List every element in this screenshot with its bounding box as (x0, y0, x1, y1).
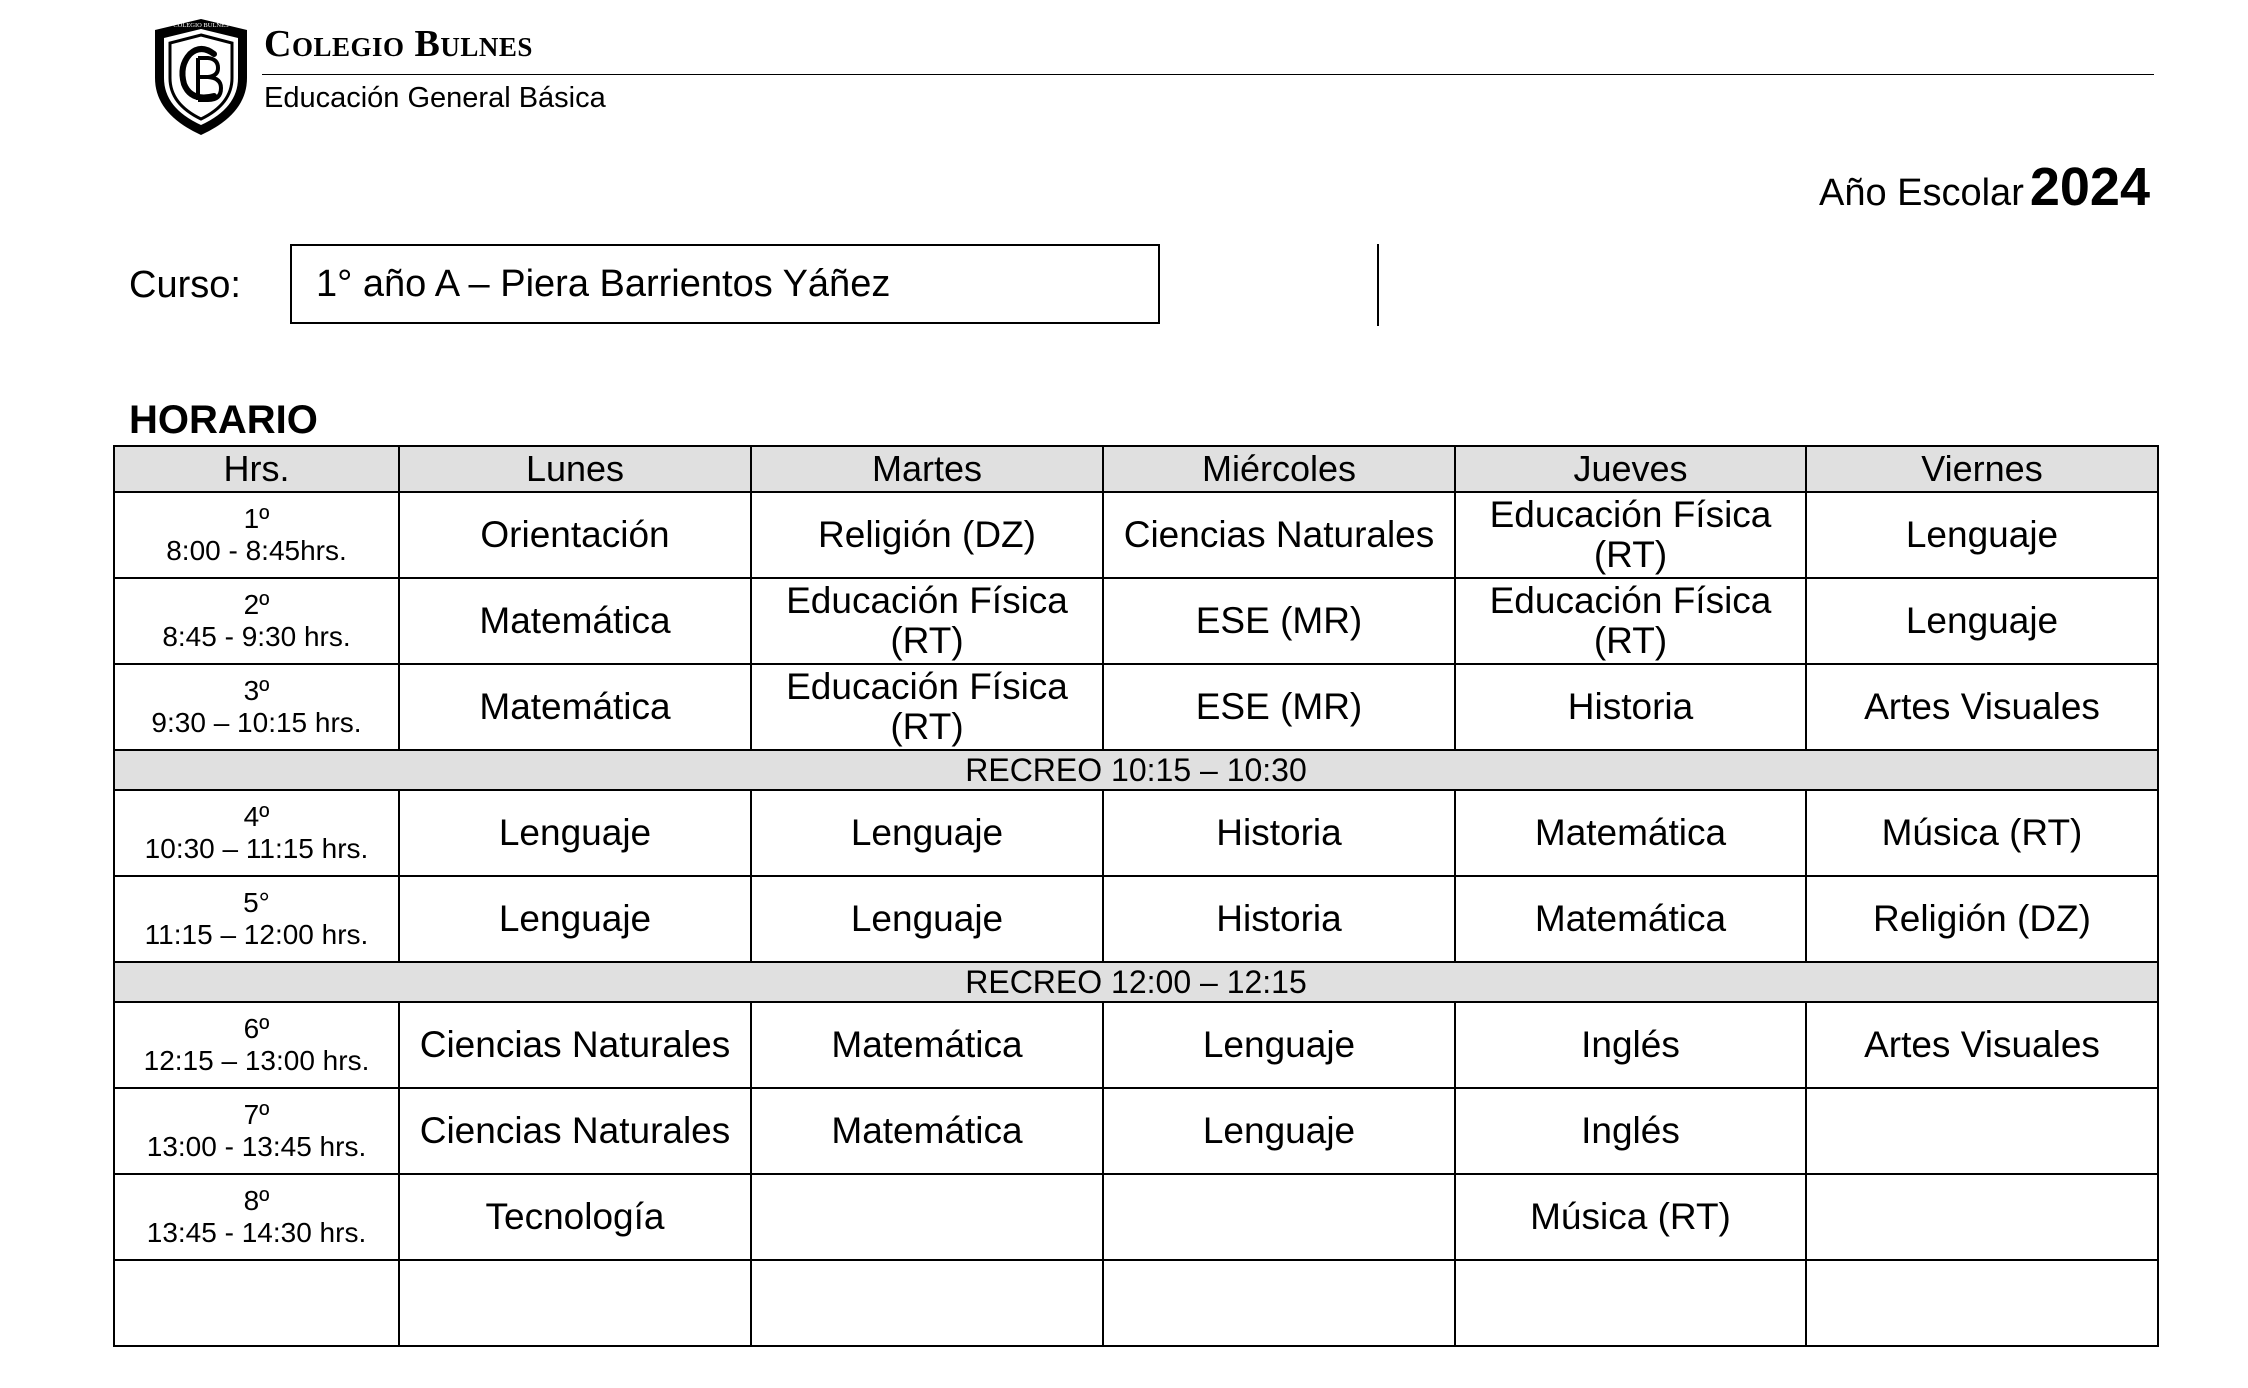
subject-cell: Religión (DZ) (1806, 876, 2158, 962)
period-number: 1º (243, 503, 270, 534)
period-time-cell (114, 876, 399, 962)
school-name: Colegio Bulnes (264, 23, 533, 65)
period-number: 5° (243, 887, 270, 918)
period-time: 8:45 - 9:30 hrs. (162, 621, 351, 652)
period-time-cell (114, 492, 399, 578)
column-header: Viernes (1806, 446, 2158, 492)
subject-cell: Lenguaje (399, 876, 751, 962)
year-value: 2024 (2029, 157, 2150, 217)
header-rule (262, 74, 2154, 75)
period-time-cell (114, 1088, 399, 1174)
period-time: 12:15 – 13:00 hrs. (143, 1045, 370, 1076)
curso-label: Curso: (129, 264, 241, 306)
subject-cell: ESE (MR) (1103, 664, 1455, 750)
period-time-cell (114, 790, 399, 876)
subject-cell: Matemática (751, 1088, 1103, 1174)
recess-row (114, 750, 2158, 790)
subject-cell (1806, 1174, 2158, 1260)
subject-cell: Religión (DZ) (751, 492, 1103, 578)
subject-cell: Matemática (399, 664, 751, 750)
empty-cell (114, 1260, 399, 1346)
subject-cell: Historia (1103, 790, 1455, 876)
subject-cell (751, 1174, 1103, 1260)
subject-cell: Música (RT) (1455, 1174, 1806, 1260)
subject-cell: Matemática (751, 1002, 1103, 1088)
recess-row (114, 962, 2158, 1002)
subject-cell: Educación Física (RT) (1455, 578, 1806, 664)
class-period-row (114, 492, 2158, 578)
subject-cell: Educación Física (RT) (1455, 492, 1806, 578)
schedule-header-row (114, 446, 2158, 492)
empty-cell (751, 1260, 1103, 1346)
period-number: 6º (243, 1013, 270, 1044)
year-label: Año Escolar (1818, 172, 2024, 214)
class-period-row (114, 1002, 2158, 1088)
subject-cell (1806, 1088, 2158, 1174)
period-time-cell (114, 1002, 399, 1088)
period-time: 13:45 - 14:30 hrs. (146, 1217, 367, 1248)
column-header: Miércoles (1103, 446, 1455, 492)
subject-cell: ESE (MR) (1103, 578, 1455, 664)
subject-cell: Lenguaje (1806, 492, 2158, 578)
subject-cell: Artes Visuales (1806, 1002, 2158, 1088)
school-year (1819, 156, 2150, 218)
school-subtitle: Educación General Básica (264, 82, 606, 114)
class-period-row (114, 578, 2158, 664)
subject-cell: Ciencias Naturales (399, 1002, 751, 1088)
subject-cell: Lenguaje (751, 790, 1103, 876)
subject-cell: Artes Visuales (1806, 664, 2158, 750)
column-header: Lunes (399, 446, 751, 492)
column-header: Martes (751, 446, 1103, 492)
class-period-row (114, 1088, 2158, 1174)
subject-cell: Historia (1103, 876, 1455, 962)
period-time: 8:00 - 8:45hrs. (166, 535, 347, 566)
class-period-row (114, 1174, 2158, 1260)
recess-label: RECREO 10:15 – 10:30 (114, 750, 2158, 790)
subject-cell (1103, 1174, 1455, 1260)
subject-cell: Lenguaje (1103, 1088, 1455, 1174)
subject-cell: Educación Física (RT) (751, 664, 1103, 750)
subject-cell: Educación Física (RT) (751, 578, 1103, 664)
period-number: 4º (243, 801, 270, 832)
class-period-row (114, 790, 2158, 876)
subject-cell: Lenguaje (1103, 1002, 1455, 1088)
empty-cell (1103, 1260, 1455, 1346)
period-time-cell (114, 1174, 399, 1260)
subject-cell: Matemática (1455, 790, 1806, 876)
period-time: 10:30 – 11:15 hrs. (144, 833, 369, 864)
empty-row (114, 1260, 2158, 1346)
period-time-cell (114, 578, 399, 664)
subject-cell: Matemática (1455, 876, 1806, 962)
subject-cell: Lenguaje (399, 790, 751, 876)
period-time-cell (114, 664, 399, 750)
school-crest-logo (150, 16, 252, 138)
svg-text:COLEGIO BULNES: COLEGIO BULNES (173, 22, 229, 29)
curso-value-box: 1° año A – Piera Barrientos Yáñez (290, 244, 1160, 324)
period-time: 13:00 - 13:45 hrs. (146, 1131, 367, 1162)
vertical-divider (1377, 244, 1379, 326)
subject-cell: Historia (1455, 664, 1806, 750)
period-number: 3º (243, 675, 270, 706)
subject-cell: Tecnología (399, 1174, 751, 1260)
period-time: 9:30 – 10:15 hrs. (151, 707, 362, 738)
schedule-table (113, 445, 2159, 1347)
period-number: 8º (243, 1185, 270, 1216)
subject-cell: Lenguaje (751, 876, 1103, 962)
subject-cell: Inglés (1455, 1002, 1806, 1088)
empty-cell (1806, 1260, 2158, 1346)
subject-cell: Matemática (399, 578, 751, 664)
subject-cell: Música (RT) (1806, 790, 2158, 876)
class-period-row (114, 876, 2158, 962)
subject-cell: Lenguaje (1806, 578, 2158, 664)
subject-cell: Orientación (399, 492, 751, 578)
horario-title: HORARIO (129, 398, 318, 442)
empty-cell (1455, 1260, 1806, 1346)
recess-label: RECREO 12:00 – 12:15 (114, 962, 2158, 1002)
period-number: 7º (243, 1099, 270, 1130)
empty-cell (399, 1260, 751, 1346)
class-period-row (114, 664, 2158, 750)
column-header: Jueves (1455, 446, 1806, 492)
subject-cell: Ciencias Naturales (399, 1088, 751, 1174)
subject-cell: Ciencias Naturales (1103, 492, 1455, 578)
period-number: 2º (243, 589, 270, 620)
column-header: Hrs. (114, 446, 399, 492)
subject-cell: Inglés (1455, 1088, 1806, 1174)
period-time: 11:15 – 12:00 hrs. (144, 919, 369, 950)
